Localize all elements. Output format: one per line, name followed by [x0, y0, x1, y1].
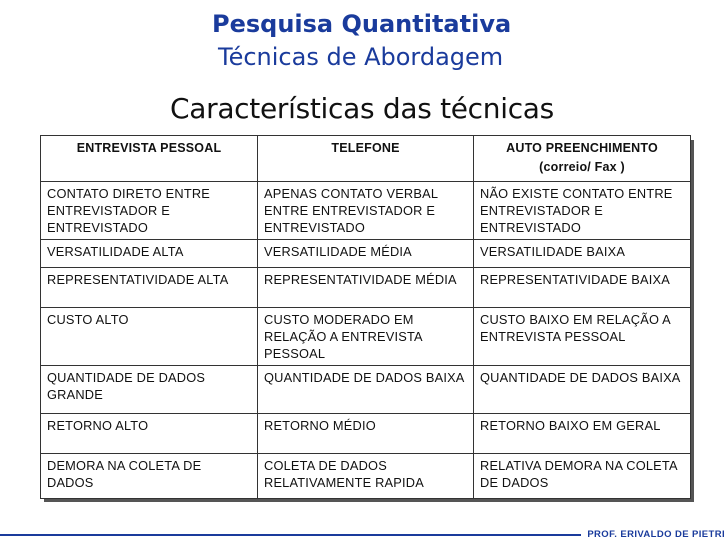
- table-cell: CUSTO ALTO: [41, 308, 258, 366]
- table-cell: VERSATILIDADE ALTA: [41, 240, 258, 268]
- table-cell: VERSATILIDADE MÉDIA: [258, 240, 474, 268]
- table-row: [41, 240, 691, 268]
- slide-subtitle: Técnicas de Abordagem: [218, 43, 504, 71]
- table-cell: VERSATILIDADE BAIXA: [474, 240, 691, 268]
- table-cell: RETORNO ALTO: [41, 414, 258, 454]
- header-label: AUTO PREENCHIMENTO: [506, 141, 658, 155]
- table-row: [41, 182, 691, 240]
- table-cell: APENAS CONTATO VERBAL ENTRE ENTREVISTADOR E ENTREVISTADO: [258, 182, 474, 240]
- table-header-row: [41, 136, 691, 182]
- header-label: ENTREVISTA PESSOAL: [76, 141, 222, 155]
- comparison-table-container: [40, 135, 690, 497]
- table-cell: QUANTIDADE DE DADOS BAIXA: [474, 366, 691, 414]
- table-cell: REPRESENTATIVIDADE MÉDIA: [258, 268, 474, 308]
- table-cell: CUSTO MODERADO EM RELAÇÃO A ENTREVISTA PESSOAL: [258, 308, 474, 366]
- header-telefone: [258, 136, 474, 182]
- table-row: [41, 308, 691, 366]
- comparison-table: [40, 135, 691, 499]
- table-cell: NÃO EXISTE CONTATO ENTRE ENTREVISTADOR E ENTREVISTADO: [474, 182, 691, 240]
- table-row: [41, 454, 691, 499]
- section-heading: Características das técnicas: [170, 92, 554, 125]
- table-cell: QUANTIDADE DE DADOS BAIXA: [258, 366, 474, 414]
- table-cell: REPRESENTATIVIDADE BAIXA: [474, 268, 691, 308]
- table-cell: RETORNO MÉDIO: [258, 414, 474, 454]
- table-cell: CUSTO BAIXO EM RELAÇÃO A ENTREVISTA PESSOAL: [474, 308, 691, 366]
- table-cell: COLETA DE DADOS RELATIVAMENTE RAPIDA: [258, 454, 474, 499]
- slide-title: Pesquisa Quantitativa: [212, 10, 512, 38]
- table-cell: RETORNO BAIXO EM GERAL: [474, 414, 691, 454]
- header-auto-preenchimento: [474, 136, 691, 182]
- table-row: [41, 268, 691, 308]
- table-row: [41, 366, 691, 414]
- table-row: [41, 414, 691, 454]
- header-entrevista-pessoal: [41, 136, 258, 182]
- header-label: TELEFONE: [331, 141, 400, 155]
- table-cell: QUANTIDADE DE DADOS GRANDE: [41, 366, 258, 414]
- table-cell: REPRESENTATIVIDADE ALTA: [41, 268, 258, 308]
- table-cell: RELATIVA DEMORA NA COLETA DE DADOS: [474, 454, 691, 499]
- footer-author: PROF. ERIVALDO DE PIETRI: [581, 529, 728, 540]
- table-cell: CONTATO DIRETO ENTRE ENTREVISTADOR E ENTREVISTADO: [41, 182, 258, 240]
- table-cell: DEMORA NA COLETA DE DADOS: [41, 454, 258, 499]
- header-sublabel: (correio/ Fax ): [539, 160, 625, 174]
